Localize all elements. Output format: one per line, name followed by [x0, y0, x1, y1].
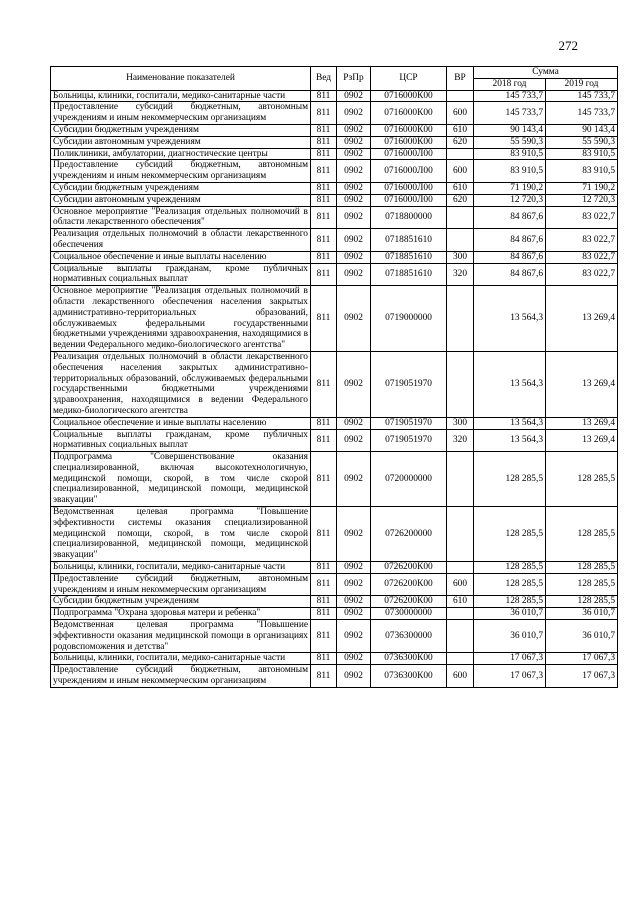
table-row: [51, 160, 618, 183]
row-csr: 0726200К00: [371, 562, 447, 574]
row-ved: 811: [311, 286, 337, 352]
row-name: Ведомственная целевая программа "Повышение эффективности системы оказания специализированной медицинской помощи, скорой, в том числе скорой специализированной, медицинской помощи, медицинской эвакуации": [51, 507, 311, 562]
row-sum-2018: 84 867,6: [474, 229, 546, 252]
header-ved: Вед: [311, 67, 337, 91]
row-vr: 610: [447, 124, 474, 136]
row-sum-2018: 36 010,7: [474, 620, 546, 653]
row-ved: 811: [311, 194, 337, 206]
row-rzpr: 0902: [337, 182, 371, 194]
row-sum-2019: 83 022,7: [546, 229, 618, 252]
row-rzpr: 0902: [337, 507, 371, 562]
row-rzpr: 0902: [337, 229, 371, 252]
row-name: Больницы, клиники, госпитали, медико-санитарные части: [51, 562, 311, 574]
row-ved: 811: [311, 653, 337, 665]
row-rzpr: 0902: [337, 263, 371, 286]
row-csr: 0716000К00: [371, 90, 447, 102]
table-row: [51, 136, 618, 148]
row-vr: 300: [447, 251, 474, 263]
row-csr: 0716000К00: [371, 136, 447, 148]
row-sum-2019: 36 010,7: [546, 620, 618, 653]
row-vr: [447, 608, 474, 620]
row-ved: 811: [311, 452, 337, 507]
row-sum-2019: 83 022,7: [546, 206, 618, 229]
row-name: Реализация отдельных полномочий в области лекарственного обеспечения: [51, 229, 311, 252]
table-row: [51, 452, 618, 507]
row-rzpr: 0902: [337, 160, 371, 183]
row-sum-2019: 83 022,7: [546, 251, 618, 263]
row-sum-2019: 36 010,7: [546, 608, 618, 620]
row-csr: 0736300000: [371, 620, 447, 653]
row-sum-2019: 71 190,2: [546, 182, 618, 194]
row-vr: 610: [447, 596, 474, 608]
row-vr: [447, 286, 474, 352]
row-ved: 811: [311, 148, 337, 160]
row-sum-2018: 83 910,5: [474, 148, 546, 160]
row-csr: 0720000000: [371, 452, 447, 507]
row-sum-2018: 84 867,6: [474, 263, 546, 286]
row-ved: 811: [311, 417, 337, 429]
row-sum-2018: 128 285,5: [474, 507, 546, 562]
row-ved: 811: [311, 608, 337, 620]
row-csr: 0736300К00: [371, 665, 447, 688]
row-ved: 811: [311, 507, 337, 562]
row-sum-2018: 17 067,3: [474, 665, 546, 688]
row-rzpr: 0902: [337, 124, 371, 136]
row-name: Основное мероприятие "Реализация отдельных полномочий в области лекарственного обеспечения": [51, 206, 311, 229]
row-rzpr: 0902: [337, 251, 371, 263]
row-name: Социальные выплаты гражданам, кроме публичных нормативных социальных выплат: [51, 263, 311, 286]
row-csr: 0726200000: [371, 507, 447, 562]
table-row: [51, 596, 618, 608]
row-vr: [447, 562, 474, 574]
row-sum-2018: 84 867,6: [474, 206, 546, 229]
table-row: [51, 507, 618, 562]
row-rzpr: 0902: [337, 665, 371, 688]
row-rzpr: 0902: [337, 102, 371, 125]
row-csr: 0716000Л00: [371, 160, 447, 183]
row-sum-2018: 128 285,5: [474, 573, 546, 596]
row-rzpr: 0902: [337, 90, 371, 102]
row-vr: [447, 653, 474, 665]
row-sum-2019: 13 269,4: [546, 429, 618, 452]
row-csr: 0719051970: [371, 429, 447, 452]
table-row: [51, 429, 618, 452]
row-name: Основное мероприятие "Реализация отдельных полномочий в области лекарственного обеспечения населения закрытых административно-территориальных образований, обслуживаемых федеральными государственными бюджетными учреждениями здравоохранения, находящимися в ведении Федерального медико-биологического агентства": [51, 286, 311, 352]
row-name: Субсидии бюджетным учреждениям: [51, 124, 311, 136]
row-rzpr: 0902: [337, 573, 371, 596]
row-csr: 0716000Л00: [371, 194, 447, 206]
row-name: Ведомственная целевая программа "Повышение эффективности оказания медицинской помощи в организациях родовспоможения и детства": [51, 620, 311, 653]
row-sum-2018: 13 564,3: [474, 429, 546, 452]
header-year-2018: 2018 год: [474, 78, 546, 90]
row-ved: 811: [311, 665, 337, 688]
row-csr: 0719051970: [371, 351, 447, 417]
row-vr: 300: [447, 417, 474, 429]
row-rzpr: 0902: [337, 148, 371, 160]
table-row: [51, 351, 618, 417]
row-ved: 811: [311, 160, 337, 183]
row-vr: 600: [447, 102, 474, 125]
row-name: Субсидии бюджетным учреждениям: [51, 596, 311, 608]
row-sum-2018: 90 143,4: [474, 124, 546, 136]
table-row: [51, 573, 618, 596]
row-ved: 811: [311, 429, 337, 452]
table-row: [51, 562, 618, 574]
row-vr: [447, 206, 474, 229]
row-rzpr: 0902: [337, 417, 371, 429]
page-number: 272: [558, 38, 578, 53]
row-sum-2019: 145 733,7: [546, 90, 618, 102]
row-csr: 0716000Л00: [371, 148, 447, 160]
row-rzpr: 0902: [337, 429, 371, 452]
row-csr: 0730000000: [371, 608, 447, 620]
row-sum-2019: 83 022,7: [546, 263, 618, 286]
row-rzpr: 0902: [337, 608, 371, 620]
row-name: Предоставление субсидий бюджетным, автономным учреждениям и иным некоммерческим организациям: [51, 102, 311, 125]
row-ved: 811: [311, 206, 337, 229]
row-rzpr: 0902: [337, 194, 371, 206]
row-csr: 0719000000: [371, 286, 447, 352]
row-sum-2019: 128 285,5: [546, 452, 618, 507]
row-sum-2018: 83 910,5: [474, 160, 546, 183]
row-ved: 811: [311, 136, 337, 148]
row-vr: 600: [447, 160, 474, 183]
row-rzpr: 0902: [337, 286, 371, 352]
header-year-2019: 2019 год: [546, 78, 618, 90]
row-vr: [447, 452, 474, 507]
budget-table: [50, 66, 618, 688]
row-csr: 0718851610: [371, 229, 447, 252]
row-name: Подпрограмма "Совершенствование оказания специализированной, включая высокотехнологичную, медицинской помощи, скорой, в том числе скорой специализированной, медицинской помощи, медицинской эвакуации": [51, 452, 311, 507]
row-csr: 0716000К00: [371, 102, 447, 125]
row-rzpr: 0902: [337, 136, 371, 148]
row-sum-2018: 13 564,3: [474, 351, 546, 417]
table-row: [51, 251, 618, 263]
row-sum-2018: 128 285,5: [474, 562, 546, 574]
row-ved: 811: [311, 102, 337, 125]
row-vr: [447, 351, 474, 417]
table-row: [51, 194, 618, 206]
row-rzpr: 0902: [337, 452, 371, 507]
row-vr: 600: [447, 665, 474, 688]
row-ved: 811: [311, 620, 337, 653]
row-ved: 811: [311, 229, 337, 252]
row-name: Больницы, клиники, госпитали, медико-санитарные части: [51, 653, 311, 665]
row-rzpr: 0902: [337, 620, 371, 653]
header-csr: ЦСР: [371, 67, 447, 91]
table-row: [51, 417, 618, 429]
row-sum-2018: 84 867,6: [474, 251, 546, 263]
table-row: [51, 286, 618, 352]
row-sum-2018: 12 720,3: [474, 194, 546, 206]
table-row: [51, 124, 618, 136]
row-sum-2019: 13 269,4: [546, 351, 618, 417]
row-vr: 620: [447, 136, 474, 148]
row-name: Социальное обеспечение и иные выплаты населению: [51, 417, 311, 429]
row-sum-2018: 13 564,3: [474, 286, 546, 352]
row-sum-2018: 128 285,5: [474, 452, 546, 507]
row-name: Больницы, клиники, госпитали, медико-санитарные части: [51, 90, 311, 102]
row-sum-2019: 145 733,7: [546, 102, 618, 125]
row-name: Подпрограмма "Охрана здоровья матери и ребенка": [51, 608, 311, 620]
row-vr: 600: [447, 573, 474, 596]
row-sum-2018: 36 010,7: [474, 608, 546, 620]
row-vr: 620: [447, 194, 474, 206]
row-sum-2019: 128 285,5: [546, 507, 618, 562]
row-name: Субсидии бюджетным учреждениям: [51, 182, 311, 194]
row-name: Предоставление субсидий бюджетным, автономным учреждениям и иным некоммерческим организациям: [51, 573, 311, 596]
table-row: [51, 148, 618, 160]
row-csr: 0726200К00: [371, 596, 447, 608]
row-sum-2019: 128 285,5: [546, 596, 618, 608]
row-sum-2019: 55 590,3: [546, 136, 618, 148]
row-rzpr: 0902: [337, 596, 371, 608]
table-row: [51, 182, 618, 194]
row-csr: 0718851610: [371, 263, 447, 286]
row-sum-2019: 83 910,5: [546, 160, 618, 183]
row-name: Субсидии автономным учреждениям: [51, 194, 311, 206]
row-vr: [447, 507, 474, 562]
header-rzpr: РзПр: [337, 67, 371, 91]
row-vr: [447, 620, 474, 653]
row-name: Социальные выплаты гражданам, кроме публичных нормативных социальных выплат: [51, 429, 311, 452]
row-ved: 811: [311, 251, 337, 263]
row-rzpr: 0902: [337, 653, 371, 665]
row-ved: 811: [311, 351, 337, 417]
row-csr: 0718800000: [371, 206, 447, 229]
row-ved: 811: [311, 124, 337, 136]
table-row: [51, 90, 618, 102]
row-name: Поликлиники, амбулатории, диагностические центры: [51, 148, 311, 160]
row-vr: [447, 229, 474, 252]
row-sum-2019: 12 720,3: [546, 194, 618, 206]
row-vr: [447, 90, 474, 102]
table-row: [51, 102, 618, 125]
table-row: [51, 229, 618, 252]
table-header: [51, 67, 618, 91]
row-ved: 811: [311, 596, 337, 608]
row-sum-2019: 83 910,5: [546, 148, 618, 160]
row-vr: [447, 148, 474, 160]
row-sum-2019: 17 067,3: [546, 665, 618, 688]
header-sum: Сумма: [474, 67, 618, 79]
row-name: Социальное обеспечение и иные выплаты населению: [51, 251, 311, 263]
row-ved: 811: [311, 562, 337, 574]
row-sum-2018: 145 733,7: [474, 102, 546, 125]
table-body: [51, 90, 618, 687]
row-vr: 320: [447, 263, 474, 286]
row-sum-2019: 17 067,3: [546, 653, 618, 665]
row-sum-2018: 128 285,5: [474, 596, 546, 608]
row-name: Предоставление субсидий бюджетным, автономным учреждениям и иным некоммерческим организациям: [51, 160, 311, 183]
row-csr: 0726200К00: [371, 573, 447, 596]
table-row: [51, 665, 618, 688]
row-csr: 0719051970: [371, 417, 447, 429]
row-sum-2018: 71 190,2: [474, 182, 546, 194]
row-ved: 811: [311, 263, 337, 286]
row-name: Предоставление субсидий бюджетным, автономным учреждениям и иным некоммерческим организациям: [51, 665, 311, 688]
row-vr: 320: [447, 429, 474, 452]
row-ved: 811: [311, 573, 337, 596]
row-sum-2019: 13 269,4: [546, 417, 618, 429]
row-ved: 811: [311, 90, 337, 102]
row-name: Реализация отдельных полномочий в области лекарственного обеспечения населения закрытых административно-территориальных образований, обслуживаемых федеральными государственными бюджетными учреждениями здравоохранения, находящимися в ведении Федерального медико-биологического агентства: [51, 351, 311, 417]
row-sum-2018: 55 590,3: [474, 136, 546, 148]
row-rzpr: 0902: [337, 206, 371, 229]
row-csr: 0736300К00: [371, 653, 447, 665]
table-row: [51, 263, 618, 286]
row-sum-2018: 17 067,3: [474, 653, 546, 665]
table-row: [51, 620, 618, 653]
header-name: Наименование показателей: [51, 67, 311, 91]
row-csr: 0716000К00: [371, 124, 447, 136]
header-vr: ВР: [447, 67, 474, 91]
table-row: [51, 206, 618, 229]
row-rzpr: 0902: [337, 351, 371, 417]
row-sum-2018: 145 733,7: [474, 90, 546, 102]
table-row: [51, 653, 618, 665]
row-sum-2019: 128 285,5: [546, 573, 618, 596]
row-csr: 0718851610: [371, 251, 447, 263]
row-name: Субсидии автономным учреждениям: [51, 136, 311, 148]
table-row: [51, 608, 618, 620]
row-vr: 610: [447, 182, 474, 194]
row-sum-2018: 13 564,3: [474, 417, 546, 429]
row-ved: 811: [311, 182, 337, 194]
row-sum-2019: 13 269,4: [546, 286, 618, 352]
row-sum-2019: 128 285,5: [546, 562, 618, 574]
row-rzpr: 0902: [337, 562, 371, 574]
row-sum-2019: 90 143,4: [546, 124, 618, 136]
row-csr: 0716000Л00: [371, 182, 447, 194]
